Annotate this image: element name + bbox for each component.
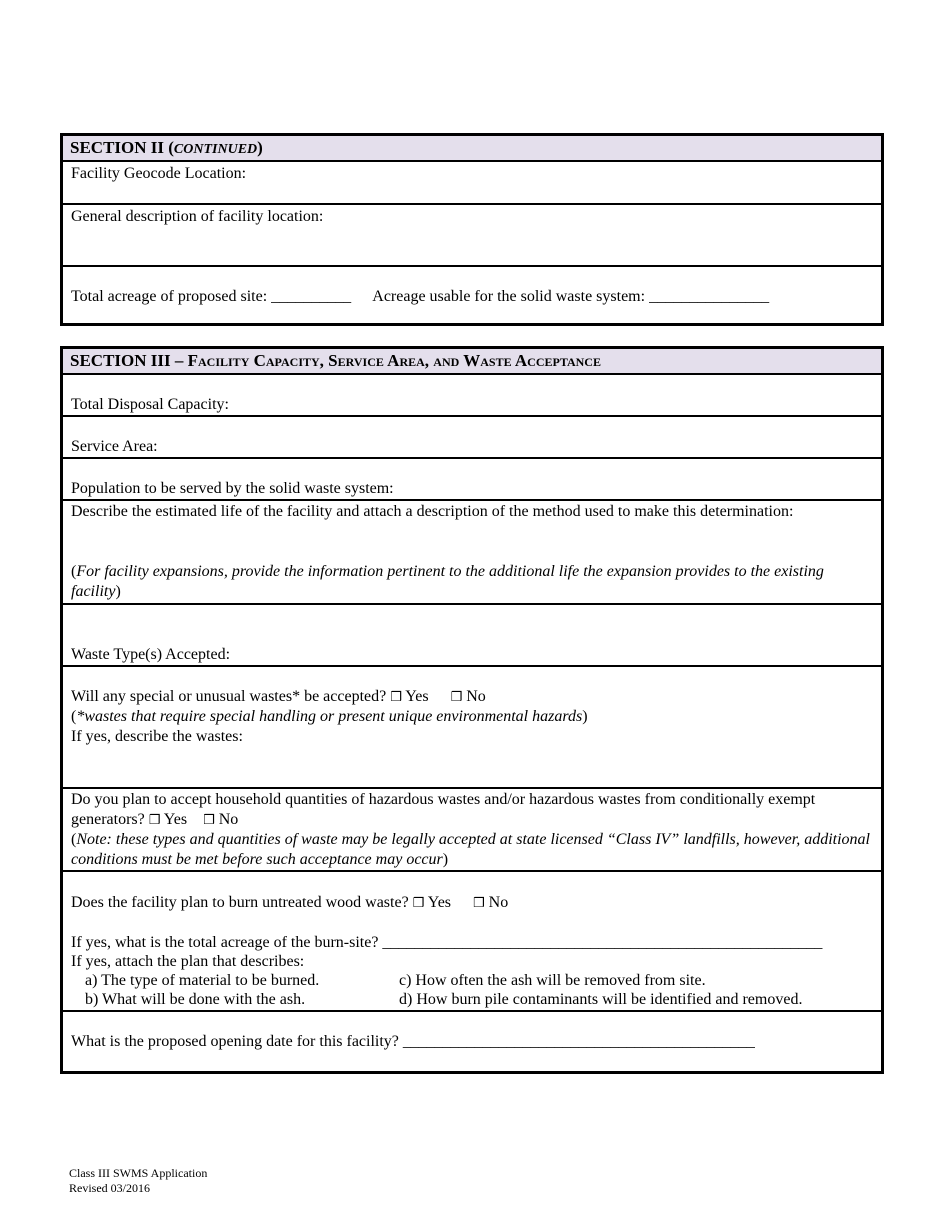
population-label: Population to be served by the solid waste system: — [71, 480, 394, 497]
checkbox-icon[interactable]: ❒ — [390, 690, 402, 705]
burn-plan-label: If yes, attach the plan that describes: — [71, 953, 305, 970]
acreage-row — [63, 267, 881, 323]
waste-types-label: Waste Type(s) Accepted: — [71, 646, 231, 663]
burn-item-a: a) The type of material to be burned. — [85, 972, 320, 989]
disposal-capacity-label: Total Disposal Capacity: — [71, 396, 229, 413]
estimated-life-label: Describe the estimated life of the facility and attach a description of the method used to make this determination: — [71, 503, 794, 520]
checkbox-icon[interactable]: ❒ — [148, 813, 161, 828]
household-hazardous-row: Do you plan to accept household quantities of hazardous wastes and/or hazardous wastes from conditionally exempt generators? ❒ Yes ❒ No (Note: these types and quantities of waste may be legally accepted at state licensed “Class IV” landfills, however, additional conditions must be met before such acceptance may occur) — [63, 789, 881, 872]
household-no-option[interactable]: ❒ No — [203, 811, 239, 828]
checkbox-icon[interactable]: ❒ — [412, 896, 425, 911]
household-question: Do you plan to accept household quantities of hazardous wastes and/or hazardous wastes from conditionally exempt generators? — [71, 791, 816, 828]
special-wastes-question: Will any special or unusual wastes* be accepted? — [71, 688, 387, 705]
section-3-box — [60, 346, 884, 1074]
special-wastes-note: *wastes that require special handling or present unique environmental hazards — [76, 708, 583, 725]
geocode-row[interactable] — [63, 162, 881, 205]
burn-item-c: c) How often the ash will be removed from site. — [399, 972, 706, 989]
burn-acreage-field[interactable]: If yes, what is the total acreage of the burn-site? _______________________________________________________ — [71, 934, 823, 951]
service-area-label: Service Area: — [71, 438, 158, 455]
section-2-header: SECTION II (CONTINUED) — [63, 136, 881, 162]
waste-types-row[interactable] — [63, 605, 881, 667]
service-area-row[interactable] — [63, 417, 881, 459]
population-row[interactable] — [63, 459, 881, 501]
burn-question: Does the facility plan to burn untreated wood waste? — [71, 894, 409, 911]
burn-item-d: d) How burn pile contaminants will be identified and removed. — [399, 991, 803, 1008]
burn-yes-option[interactable]: ❒ Yes — [412, 894, 452, 911]
special-yes-option[interactable]: ❒ Yes — [390, 688, 429, 705]
general-description-label: General description of facility location: — [71, 208, 324, 225]
footer-line-1: Class III SWMS Application — [69, 1166, 208, 1180]
special-no-option[interactable]: ❒ No — [450, 688, 486, 705]
estimated-life-row[interactable]: Describe the estimated life of the facility and attach a description of the method used to make this determination: (For facility expansions, provide the information pertinent to the additional life the expansion provides to the existing facility) — [63, 501, 881, 605]
disposal-capacity-row[interactable] — [63, 375, 881, 417]
household-yes-option[interactable]: ❒ Yes — [148, 811, 188, 828]
special-wastes-describe[interactable]: If yes, describe the wastes: — [71, 728, 243, 745]
opening-date-row — [63, 1012, 881, 1071]
usable-acreage-field[interactable]: Acreage usable for the solid waste system: _______________ — [372, 288, 770, 305]
checkbox-icon[interactable]: ❒ — [203, 813, 215, 828]
household-note: Note: these types and quantities of waste may be legally accepted at state licensed “Class IV” landfills, however, additional conditions must be met before such acceptance may occur — [71, 831, 870, 868]
burn-no-option[interactable]: ❒ No — [473, 894, 509, 911]
special-wastes-row: Will any special or unusual wastes* be accepted? ❒ Yes ❒ No (*wastes that require special handling or present unique environmental hazards) If yes, describe the wastes: — [63, 667, 881, 789]
total-acreage-field[interactable]: Total acreage of proposed site: __________ — [71, 288, 352, 305]
section-2-box — [60, 133, 884, 326]
checkbox-icon[interactable]: ❒ — [473, 896, 485, 911]
burn-item-b: b) What will be done with the ash. — [85, 991, 306, 1008]
footer — [69, 1166, 207, 1196]
footer-line-2: Revised 03/2016 — [69, 1181, 150, 1195]
general-description-row[interactable] — [63, 205, 881, 267]
estimated-life-note: For facility expansions, provide the information pertinent to the additional life the expansion provides to the existing facility — [71, 563, 824, 600]
checkbox-icon[interactable]: ❒ — [450, 690, 463, 705]
burn-wood-row — [63, 872, 881, 1012]
section-3-header: SECTION III – Facility Capacity, Service Area, and Waste Acceptance — [63, 349, 881, 375]
geocode-label: Facility Geocode Location: — [71, 165, 247, 182]
opening-date-field[interactable]: What is the proposed opening date for this facility? ____________________________________________ — [71, 1033, 755, 1050]
